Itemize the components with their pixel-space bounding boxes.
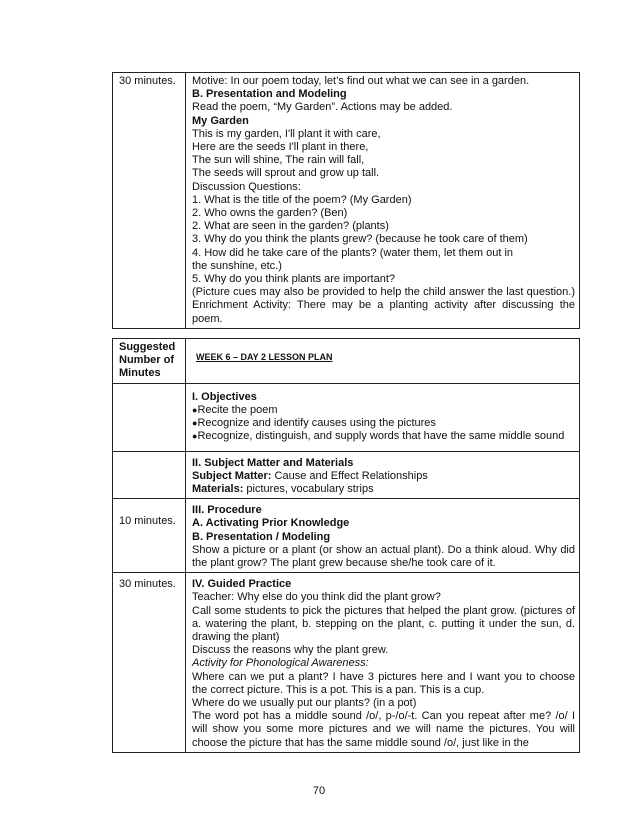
procedure-cell — [186, 499, 580, 573]
where-line: Where do we usually put our plants? (in a pot) — [192, 697, 417, 710]
lesson-line: Here are the seeds I'll plant in there, — [192, 141, 369, 154]
lesson-line: The sun will shine, The rain will fall, — [192, 154, 365, 167]
page-number: 70 — [312, 785, 326, 797]
lesson-lines — [192, 75, 575, 286]
subject-matter-value: Cause and Effect Relationships — [271, 469, 428, 482]
lesson-line: This is my garden, I'll plant it with care, — [192, 127, 381, 140]
lesson-line: 5. Why do you think plants are important? — [192, 273, 395, 286]
procedure-minutes-text: 10 minutes. — [119, 515, 176, 528]
objective-item: ● Recognize and identify causes using the pictures — [192, 417, 575, 430]
objectives-title: I. Objectives — [192, 390, 257, 403]
header-minutes-label: Suggested Number of Minutes — [113, 339, 186, 384]
lesson-line: the sunshine, etc.) — [192, 259, 282, 272]
lesson-line: 2. Who owns the garden? (Ben) — [192, 207, 348, 220]
lesson-line: 3. Why do you think the plants grew? (because he took care of them) — [192, 233, 528, 246]
procedure-step-a: A. Activating Prior Knowledge — [192, 517, 350, 530]
lesson-line: Motive: In our poem today, let’s find out what we can see in a garden. — [192, 75, 530, 87]
guided-cell — [186, 573, 580, 753]
closing-paragraph: (Picture cues may also be provided to help the child answer the last question.) Enrichment Activity: There may be a planting activity after discussing the poem. — [192, 286, 575, 325]
header-title-cell — [186, 339, 580, 384]
procedure-step-b: B. Presentation / Modeling — [192, 530, 331, 543]
guided-title: IV. Guided Practice — [192, 578, 292, 591]
lesson-line: Read the poem, “My Garden”. Actions may be added. — [192, 101, 453, 114]
lesson-table-2 — [112, 338, 580, 753]
lesson-line: The seeds will sprout and grow up tall. — [192, 167, 380, 180]
guided-paragraph-2: Where can we put a plant? I have 3 pictures here and I want you to choose the correct picture. This is a pot. This is a pan. This is a cup. — [192, 670, 575, 696]
subject-title: II. Subject Matter and Materials — [192, 456, 354, 469]
materials-line — [192, 483, 575, 496]
content-cell — [186, 73, 580, 329]
lesson-line: 1. What is the title of the poem? (My Garden) — [192, 193, 412, 206]
section-heading: B. Presentation and Modeling — [192, 88, 347, 101]
guided-minutes — [113, 573, 186, 753]
procedure-title: III. Procedure — [192, 504, 262, 517]
minutes-cell: 30 minutes. — [113, 73, 186, 329]
objectives-minutes-cell — [113, 383, 186, 451]
guided-paragraph-1: Call some students to pick the pictures that helped the plant grow. (pictures of a. watering the plant, b. stepping on the plant, c. putting it under the sun, d. drawing the plant) — [192, 604, 575, 644]
guided-minutes-text: 30 minutes. — [119, 578, 176, 591]
lesson-line: 4. How did he take care of the plants? (water them, let them out in — [192, 246, 514, 259]
objective-item: ● Recognize, distinguish, and supply words that have the same middle sound — [192, 430, 575, 443]
procedure-text: Show a picture or a plant (or show an actual plant). Do a think aloud. Why did the plant grow? The plant grew because she/he took care of it. — [192, 543, 575, 570]
subject-matter-label: Subject Matter: — [192, 469, 272, 482]
lesson-line: 2. What are seen in the garden? (plants) — [192, 220, 389, 233]
subject-matter-line — [192, 470, 575, 483]
section-heading: My Garden — [192, 114, 249, 127]
materials-value: pictures, vocabulary strips — [243, 483, 374, 496]
activity-title: Activity for Phonological Awareness: — [192, 657, 369, 670]
lesson-table-1 — [112, 72, 580, 329]
subject-cell — [186, 451, 580, 499]
teacher-question: Teacher: Why else do you think did the plant grow? — [192, 591, 441, 604]
objectives-cell — [186, 383, 580, 451]
procedure-minutes — [113, 499, 186, 573]
lesson-plan-title: WEEK 6 – DAY 2 LESSON PLAN — [196, 352, 333, 362]
materials-label: Materials: — [192, 483, 244, 496]
lesson-line: Discussion Questions: — [192, 180, 301, 193]
discuss-line: Discuss the reasons why the plant grew. — [192, 644, 389, 657]
guided-paragraph-3: The word pot has a middle sound /o/, p-/o/-t. Can you repeat after me? /o/ I will show you some more pictures and we will name the pictures. You will choose the picture that has the same middle sound /o/, just like in the — [192, 710, 575, 749]
objective-item: ● Recite the poem — [192, 404, 575, 417]
subject-minutes-cell — [113, 451, 186, 499]
